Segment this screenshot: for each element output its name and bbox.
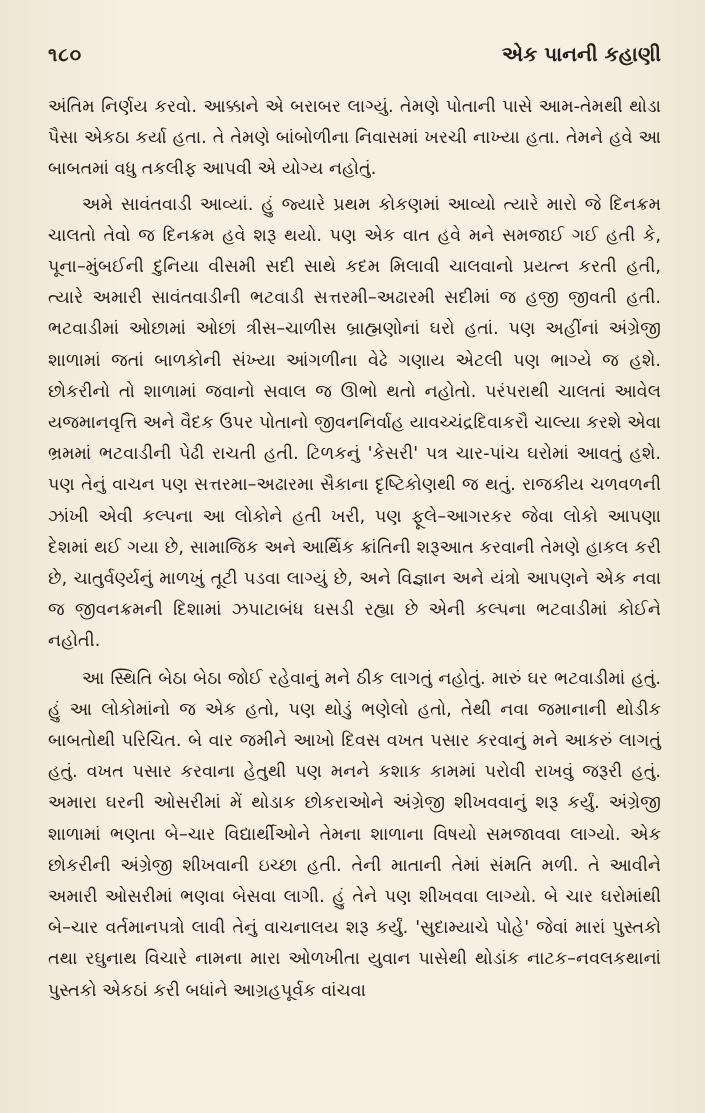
page-body [48, 92, 661, 1007]
page-header [48, 42, 661, 82]
paragraph-3: આ સ્થિતિ બેઠા બેઠા જોઈ રહેવાનું મને ઠીક લાગતું નહોતું. મારું ઘર ભટવાડીમાં હતું. હું આ લોકોમાંનો જ એક હતો, પણ થોડું ભણેલો હતો, તેથી નવા જમાનાની થોડીક બાબતોથી પરિચિત. બે વાર જમીને આખો દિવસ વખત પસાર કરવાનું મને આકરું લાગતું હતું. વખત પસાર કરવાના હેતુથી પણ મનને કશાક કામમાં પરોવી રાખવું જરૂરી હતું. અમારા ઘરની ઓસરીમાં મેં થોડાક છોકરાઓને અંગ્રેજી શીખવવાનું શરૂ કર્યું. અંગ્રેજી શાળામાં ભણતા બે–ચાર વિદ્યાર્થીઓને તેમના શાળાના વિષયો સમજાવવા લાગ્યો. એક છોકરીની અંગ્રેજી શીખવાની ઇચ્છા હતી. તેની માતાની તેમાં સંમતિ મળી. તે આવીને અમારી ઓસરીમાં ભણવા બેસવા લાગી. હું તેને પણ શીખવવા લાગ્યો. બે ચાર ઘરોમાંથી બે–ચાર વર્તમાનપત્રો લાવી તેનું વાચનાલય શરૂ કર્યું. 'સુદામ્યાચે પોહે' જેવાં મારાં પુસ્તકો તથા રઘુનાથ વિચારે નામના મારા ઓળખીતા યુવાન પાસેથી થોડાંક નાટક–નવલકથાનાં પુસ્તકો એકઠાં કરી બધાંને આગ્રહપૂર્વક વાંચવા [48, 668, 661, 1001]
paragraph-1: અંતિમ નિર્ણય કરવો. આક્કાને એ બરાબર લાગ્યું. તેમણે પોતાની પાસે આમ-તેમથી થોડા પૈસા એકઠા કર્યા હતા. તે તેમણે બાંબોળીના નિવાસમાં ખરચી નાખ્યા હતા. તેમને હવે આ બાબતમાં વધુ તકલીફ આપવી એ યોગ્ય નહોતું. [48, 97, 661, 180]
paragraph-2: અમે સાવંતવાડી આવ્યાં. હું જ્યારે પ્રથમ કોકણમાં આવ્યો ત્યારે મારો જે દિનક્રમ ચાલતો તેવો જ દિનક્રમ હવે શરૂ થયો. પણ એક વાત હવે મને સમજાઈ ગઈ હતી કે, પૂના–મુંબઈની દુનિયા વીસમી સદી સાથે કદમ મિલાવી ચાલવાનો પ્રયત્ન કરતી હતી, ત્યારે અમારી સાવંતવાડીની ભટવાડી સત્તરમી–અઢારમી સદીમાં જ હજી જીવતી હતી. ભટવાડીમાં ઓછામાં ઓછાં ત્રીસ–ચાળીસ બ્રાહ્મણોનાં ઘરો હતાં. પણ અહીંનાં અંગ્રેજી શાળામાં જતાં બાળકોની સંખ્યા આંગળીના વેઢે ગણાય એટલી પણ ભાગ્યે જ હશે. છોકરીનો તો શાળામાં જવાનો સવાલ જ ઊભો થતો નહોતો. પરંપરાથી ચાલતાં આવેલ યજમાનવૃત્તિ અને વૈદક ઉપર પોતાનો જીવનનિર્વાહ યાવચ્ચંદ્રદિવાકરૌ ચાલ્યા કરશે એવા ભ્રમમાં ભટવાડીની પેઢી રાચતી હતી. ટિળકનું 'કેસરી' પત્ર ચાર-પાંચ ઘરોમાં આવતું હશે. પણ તેનું વાચન પણ સત્તરમા–અઢારમા સૈકાના દૃષ્ટિકોણથી જ થતું. રાજકીય ચળવળની ઝાંખી એવી કલ્પના આ લોકોને હતી ખરી, પણ ફૂલે–આગરકર જેવા લોકો આપણા દેશમાં થઈ ગયા છે, સામાજિક અને આર્થિક ક્રાંતિની શરૂઆત કરવાની તેમણે હાકલ કરી છે, ચાતુર્વર્ણ્યનું માળખું તૂટી પડવા લાગ્યું છે, અને વિજ્ઞાન અને યંત્રો આપણને એક નવા જ જીવનક્રમની દિશામાં ઝપાટાબંધ ઘસડી રહ્યા છે એની કલ્પના ભટવાડીમાં કોઈને નહોતી. [48, 194, 661, 652]
running-title: એક પાનની કહાણી [502, 42, 661, 66]
page-number: ૧૮૦ [48, 44, 83, 66]
